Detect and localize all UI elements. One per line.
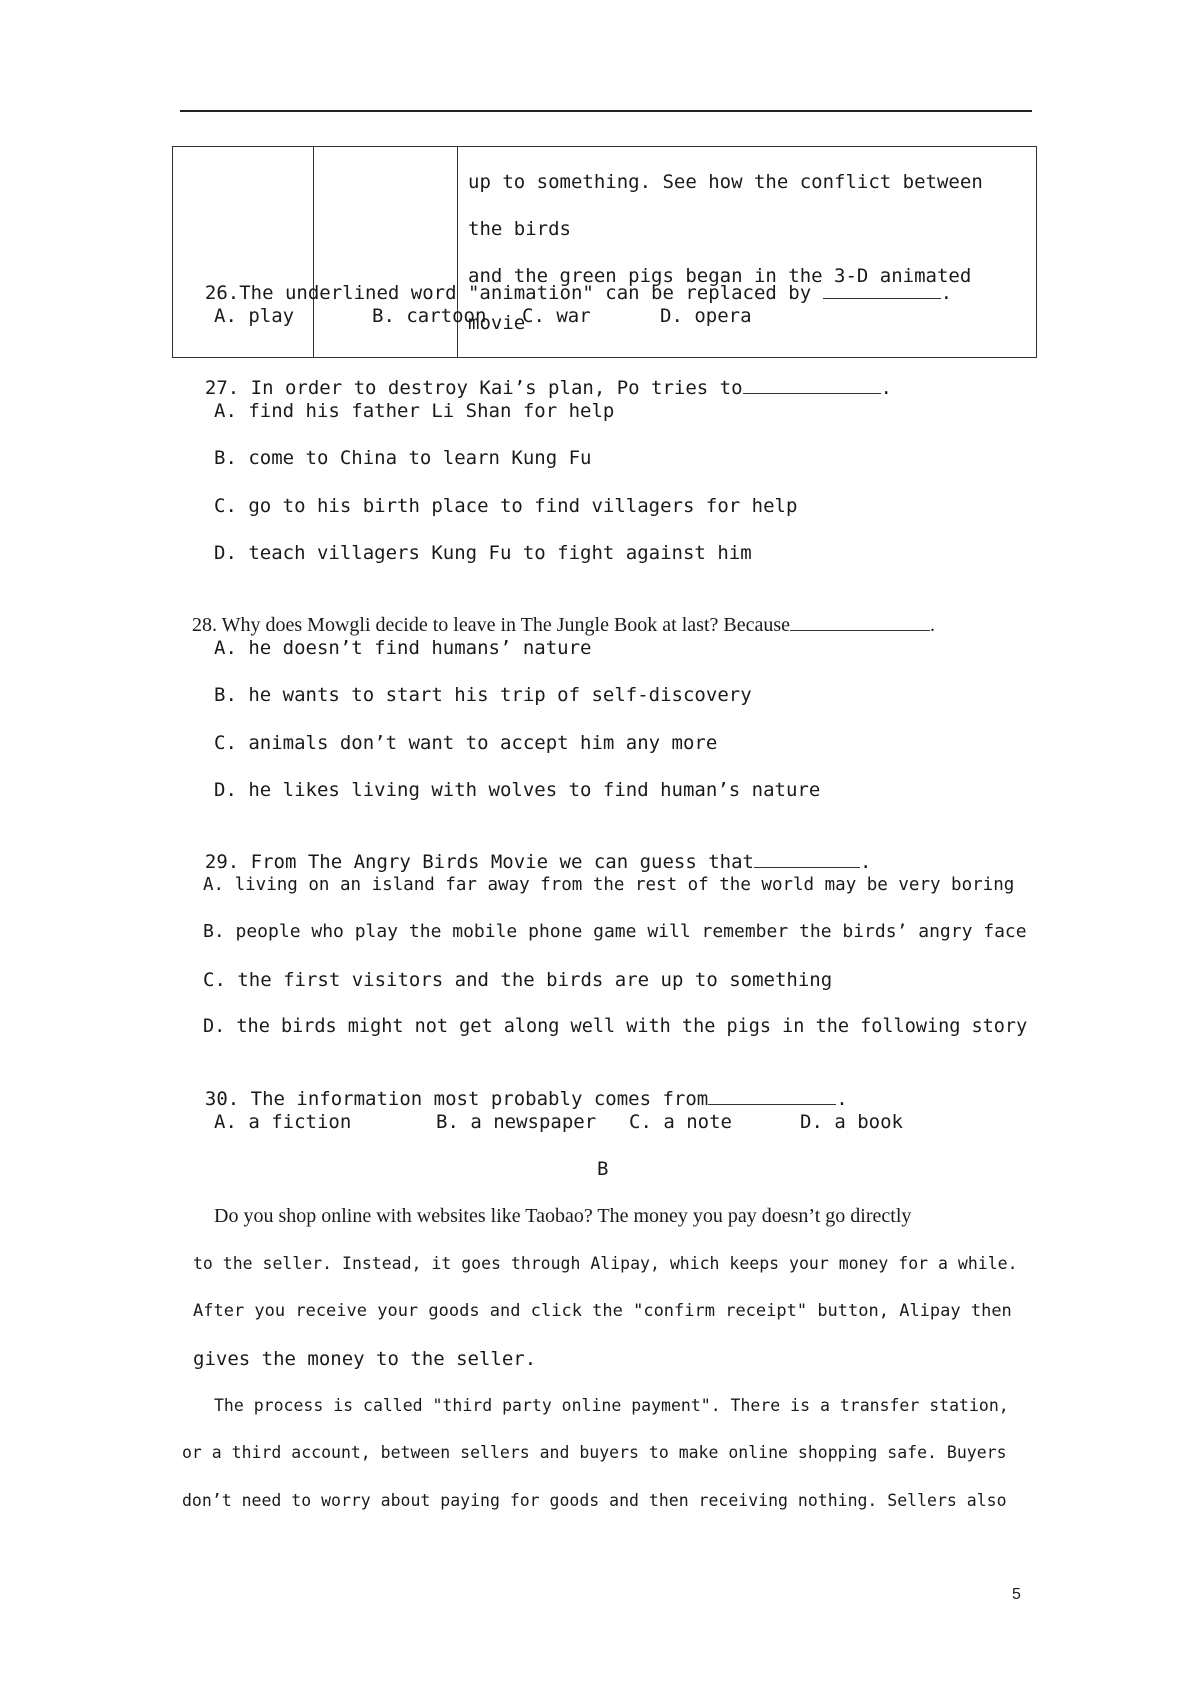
question-stem: 30. The information most probably comes from bbox=[204, 1088, 709, 1110]
paragraph-line: Do you shop online with websites like Taobao? The money you pay doesn’t go directly bbox=[214, 1205, 912, 1227]
section-heading: B bbox=[597, 1158, 609, 1180]
q27-option-a: A. find his father Li Shan for help bbox=[214, 400, 615, 422]
q29-option-c: C. the first visitors and the birds are up to something bbox=[203, 969, 833, 991]
q30-option-b: B. a newspaper bbox=[436, 1111, 597, 1133]
paragraph-line: or a third account, between sellers and buyers to make online shopping safe. Buyers bbox=[182, 1443, 1007, 1462]
answer-blank bbox=[790, 612, 930, 631]
question-end: . bbox=[880, 377, 892, 399]
q27-option-c: C. go to his birth place to find villagers for help bbox=[214, 495, 798, 517]
question-end: . bbox=[836, 1088, 848, 1110]
paragraph-line: don’t need to worry about paying for goods and then receiving nothing. Sellers also bbox=[182, 1491, 1007, 1510]
table-text-line: up to something. See how the conflict between the birds bbox=[468, 171, 983, 240]
paragraph-line: After you receive your goods and click the "confirm receipt" button, Alipay then bbox=[193, 1301, 1012, 1321]
q30-option-c: C. a note bbox=[629, 1111, 732, 1133]
q27-option-d: D. teach villagers Kung Fu to fight against him bbox=[214, 542, 752, 564]
paragraph-line: gives the money to the seller. bbox=[193, 1348, 537, 1370]
answer-blank bbox=[823, 280, 941, 299]
question-stem: 28. Why does Mowgli decide to leave in The Jungle Book at last? Because bbox=[192, 614, 791, 636]
question-end: . bbox=[940, 282, 953, 304]
question-27 bbox=[182, 351, 892, 400]
question-end: . bbox=[859, 851, 872, 873]
question-end: . bbox=[930, 614, 936, 636]
q26-option-d: D. opera bbox=[660, 305, 752, 327]
q28-option-b: B. he wants to start his trip of self-discovery bbox=[214, 684, 752, 706]
q26-option-c: C. war bbox=[522, 305, 591, 327]
q26-option-a: A. play bbox=[214, 305, 295, 327]
question-stem: 27. In order to destroy Kai’s plan, Po tries to bbox=[204, 377, 743, 399]
paragraph-line: to the seller. Instead, it goes through Alipay, which keeps your money for a while. bbox=[193, 1254, 1018, 1273]
paragraph-line: The process is called "third party online payment". There is a transfer station, bbox=[214, 1396, 1009, 1415]
continued-table bbox=[172, 146, 1037, 358]
question-30 bbox=[182, 1062, 848, 1111]
q26-option-b: B. cartoon bbox=[372, 305, 487, 327]
q29-option-a: A. living on an island far away from the rest of the world may be very boring bbox=[203, 875, 1015, 895]
q29-option-b: B. people who play the mobile phone game will remember the birds’ angry face bbox=[203, 921, 1027, 942]
q29-option-d: D. the birds might not get along well with the pigs in the following story bbox=[203, 1016, 1028, 1037]
answer-blank bbox=[743, 375, 881, 394]
page-number: 5 bbox=[1012, 1586, 1021, 1603]
q28-option-a: A. he doesn’t find humans’ nature bbox=[214, 637, 592, 659]
question-stem: 29. From The Angry Birds Movie we can guess that bbox=[204, 851, 754, 873]
q30-option-d: D. a book bbox=[800, 1111, 903, 1133]
question-26 bbox=[182, 256, 952, 305]
q27-option-b: B. come to China to learn Kung Fu bbox=[214, 447, 592, 469]
question-stem: 26.The underlined word "animation" can be replaced by bbox=[204, 282, 812, 304]
question-28 bbox=[182, 588, 935, 637]
question-29 bbox=[182, 825, 871, 874]
q30-option-a: A. a fiction bbox=[214, 1111, 352, 1133]
q28-option-c: C. animals don’t want to accept him any more bbox=[214, 732, 718, 754]
answer-blank bbox=[754, 849, 860, 868]
q28-option-d: D. he likes living with wolves to find human’s nature bbox=[214, 779, 821, 801]
answer-blank bbox=[708, 1086, 836, 1105]
table-text-line: and the green pigs began in the 3-D animated movie bbox=[468, 265, 972, 334]
header-rule bbox=[180, 110, 1032, 112]
